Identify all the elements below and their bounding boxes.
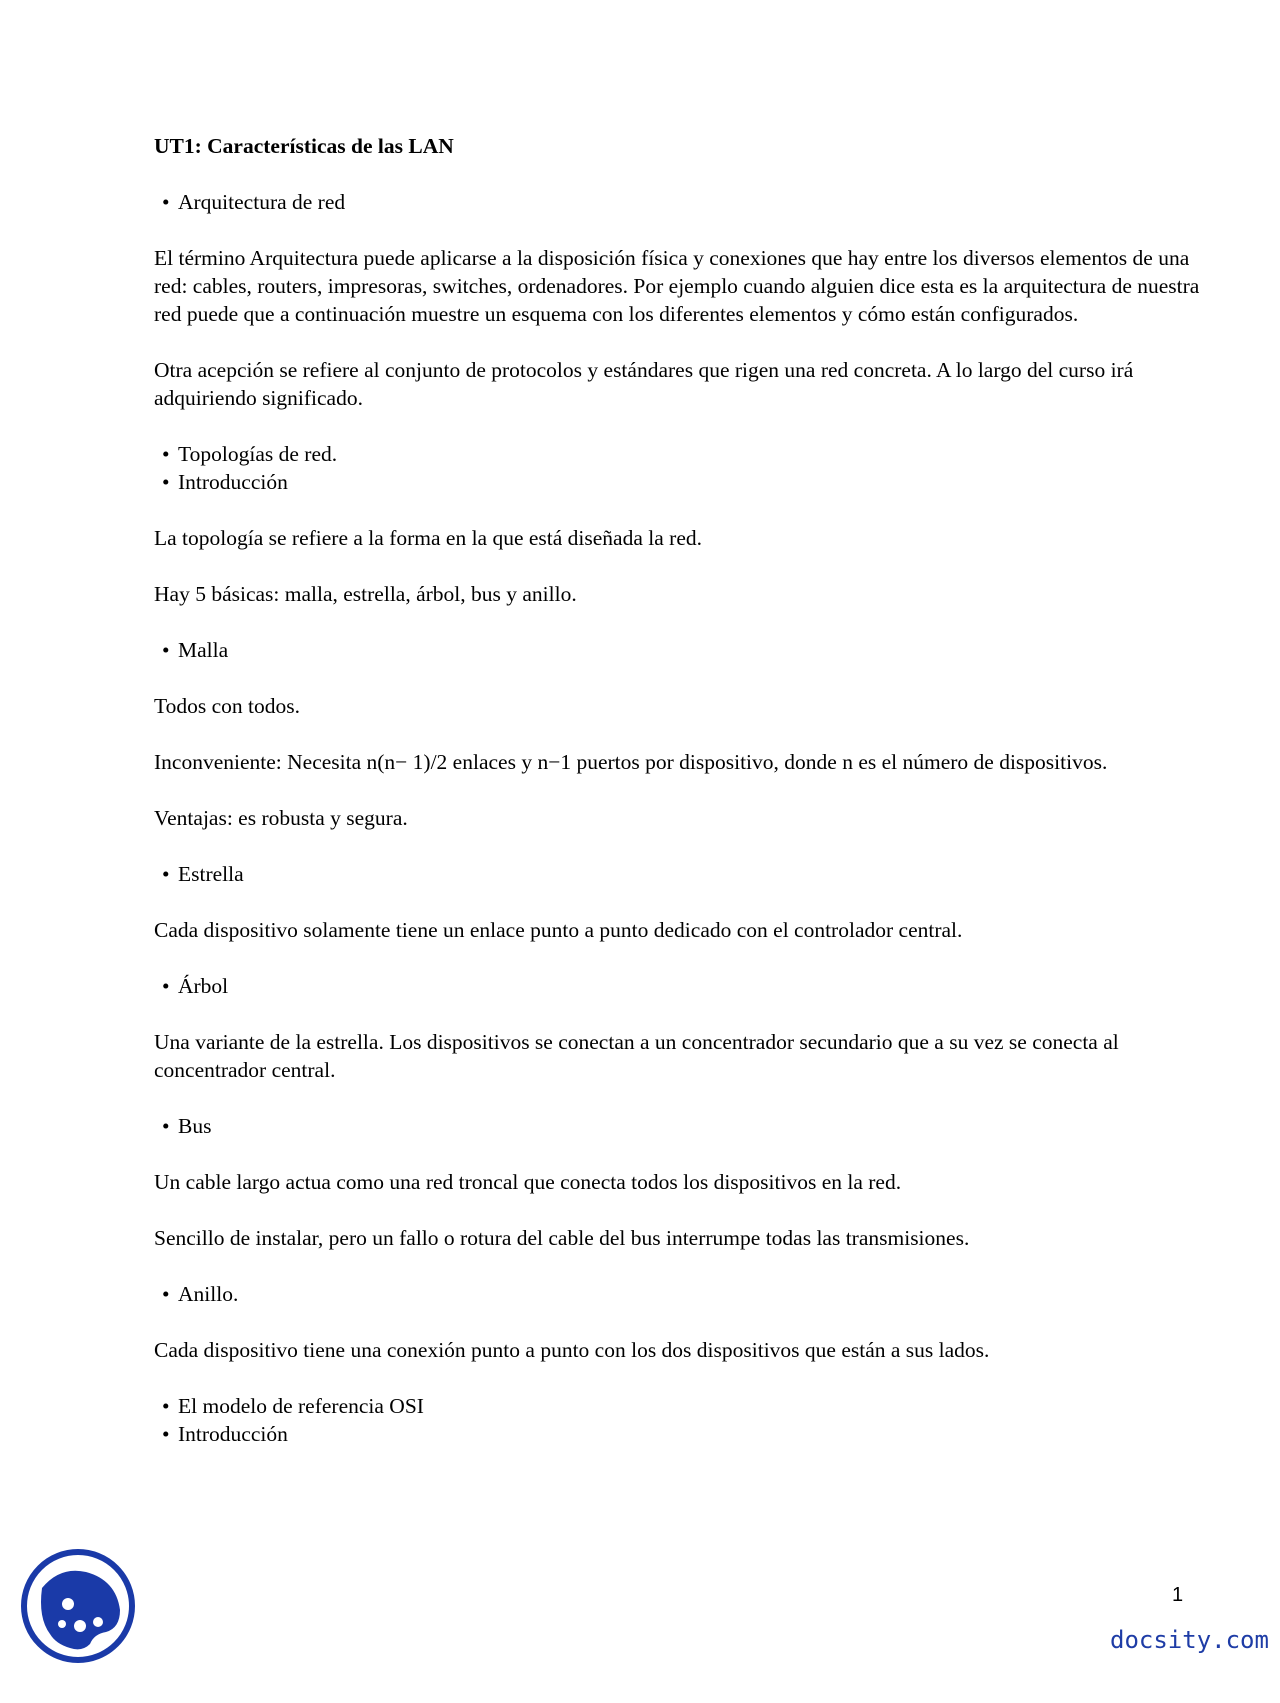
- bullet-dot: •: [162, 190, 170, 214]
- paragraph: Hay 5 básicas: malla, estrella, árbol, bus y anillo.: [154, 582, 577, 606]
- bullet-dot: •: [162, 1394, 170, 1418]
- bullet-item: [154, 440, 1204, 468]
- paragraph: Inconveniente: Necesita n(n− 1)/2 enlaces y n−1 puertos por dispositivo, donde n es el número de dispositivos.: [154, 750, 1108, 774]
- bullet-text: Árbol: [178, 974, 229, 998]
- bullet-dot: •: [162, 862, 170, 886]
- bullet-item: [154, 860, 1204, 888]
- bullet-item: [154, 468, 1204, 496]
- bullet-dot: •: [162, 1114, 170, 1138]
- bullet-list: [154, 1392, 1204, 1448]
- docsity-logo-icon[interactable]: [20, 1548, 136, 1664]
- document-body: [154, 132, 1204, 1476]
- bullet-item: [154, 636, 1204, 664]
- bullet-text: Malla: [178, 638, 229, 662]
- document-title: UT1: Características de las LAN: [154, 134, 454, 158]
- bullet-text: Estrella: [178, 862, 244, 886]
- bullet-item: [154, 1392, 1204, 1420]
- bullet-list: [154, 440, 1204, 496]
- paragraph: Todos con todos.: [154, 694, 301, 718]
- bullet-item: [154, 1280, 1204, 1308]
- paragraph: La topología se refiere a la forma en la que está diseñada la red.: [154, 526, 702, 550]
- bullet-dot: •: [162, 1282, 170, 1306]
- bullet-text: Anillo.: [178, 1282, 239, 1306]
- bullet-text: Bus: [178, 1114, 212, 1138]
- paragraph: El término Arquitectura puede aplicarse a la disposición física y conexiones que hay entre los diversos elementos de una red: cables, routers, impresoras, switches, ordenadores. Por ejemplo cuando alguien dice esta es la arquitectura de nuestra red puede que a continuación muestre un esquema con los diferentes elementos y cómo están configurados.: [154, 246, 1200, 326]
- bullet-text: Introducción: [178, 1422, 288, 1446]
- paragraph: Un cable largo actua como una red troncal que conecta todos los dispositivos en la red.: [154, 1170, 902, 1194]
- bullet-dot: •: [162, 974, 170, 998]
- bullet-list: [154, 188, 1204, 216]
- paragraph: Cada dispositivo solamente tiene un enlace punto a punto dedicado con el controlador central.: [154, 918, 963, 942]
- bullet-text: Topologías de red.: [178, 442, 338, 466]
- bullet-dot: •: [162, 442, 170, 466]
- paragraph: Ventajas: es robusta y segura.: [154, 806, 408, 830]
- paragraph: Una variante de la estrella. Los dispositivos se conectan a un concentrador secundario que a su vez se conecta al concentrador central.: [154, 1030, 1119, 1082]
- bullet-text: El modelo de referencia OSI: [178, 1394, 424, 1418]
- bullet-list: [154, 1280, 1204, 1308]
- paragraph: Cada dispositivo tiene una conexión punto a punto con los dos dispositivos que están a sus lados.: [154, 1338, 990, 1362]
- bullet-text: Introducción: [178, 470, 288, 494]
- paragraph: Otra acepción se refiere al conjunto de protocolos y estándares que rigen una red concreta. A lo largo del curso irá adquiriendo significado.: [154, 358, 1134, 410]
- bullet-list: [154, 860, 1204, 888]
- page-number: 1: [1172, 1584, 1184, 1606]
- bullet-item: [154, 188, 1204, 216]
- bullet-list: [154, 972, 1204, 1000]
- brand-link[interactable]: docsity.com: [1110, 1626, 1269, 1654]
- bullet-text: Arquitectura de red: [178, 190, 346, 214]
- bullet-dot: •: [162, 470, 170, 494]
- bullet-list: [154, 1112, 1204, 1140]
- paragraph: Sencillo de instalar, pero un fallo o rotura del cable del bus interrumpe todas las transmisiones.: [154, 1226, 970, 1250]
- bullet-item: [154, 1420, 1204, 1448]
- bullet-dot: •: [162, 1422, 170, 1446]
- bullet-list: [154, 636, 1204, 664]
- bullet-dot: •: [162, 638, 170, 662]
- bullet-item: [154, 1112, 1204, 1140]
- bullet-item: [154, 972, 1204, 1000]
